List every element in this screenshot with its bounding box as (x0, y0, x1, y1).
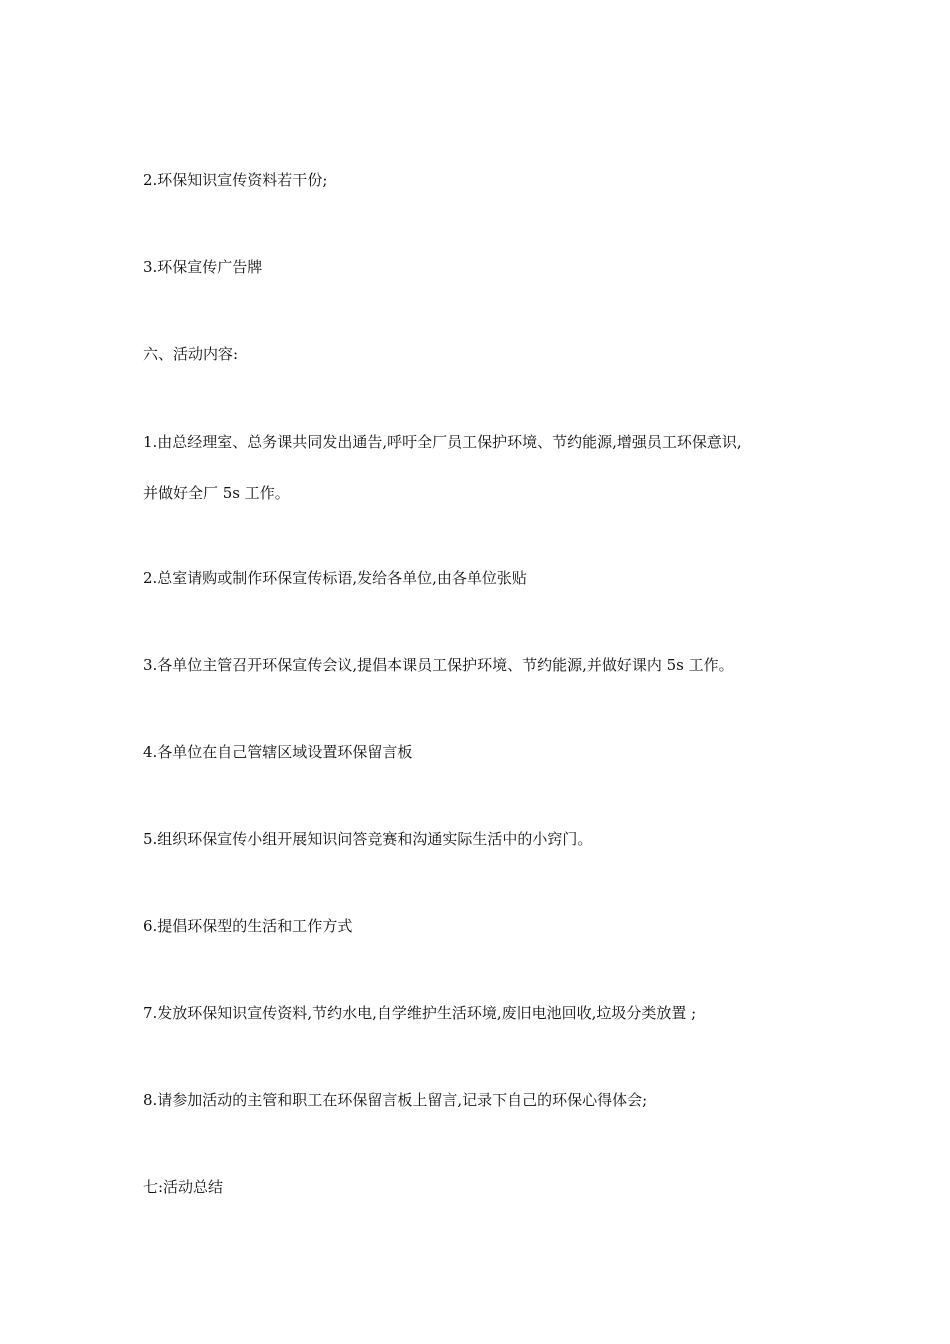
section-heading-activity-summary: 七:活动总结 (143, 1178, 224, 1196)
list-item-content-1: 1.由总经理室、总务课共同发出通告,呼吁全厂员工保护环境、节约能源,增强员工环保意识, (143, 433, 742, 451)
list-item-content-4: 4.各单位在自己管辖区域设置环保留言板 (143, 743, 413, 761)
list-item-content-8: 8.请参加活动的主管和职工在环保留言板上留言,记录下自己的环保心得体会; (143, 1091, 648, 1109)
list-item-materials-2: 2.环保知识宣传资料若干份; (143, 171, 328, 189)
list-item-content-6: 6.提倡环保型的生活和工作方式 (143, 917, 353, 935)
list-item-content-3: 3.各单位主管召开环保宣传会议,提倡本课员工保护环境、节约能源,并做好课内 5s 工作。 (143, 656, 734, 674)
list-item-materials-3: 3.环保宣传广告牌 (143, 258, 263, 276)
list-item-content-1-continued: 并做好全厂 5s 工作。 (143, 484, 290, 502)
list-item-content-5: 5.组织环保宣传小组开展知识问答竞赛和沟通实际生活中的小窍门。 (143, 830, 593, 848)
section-heading-activity-content: 六、活动内容: (143, 345, 239, 363)
list-item-content-7: 7.发放环保知识宣传资料,节约水电,自学维护生活环境,废旧电池回收,垃圾分类放置 ; (143, 1004, 697, 1022)
list-item-content-2: 2.总室请购或制作环保宣传标语,发给各单位,由各单位张贴 (143, 569, 527, 587)
